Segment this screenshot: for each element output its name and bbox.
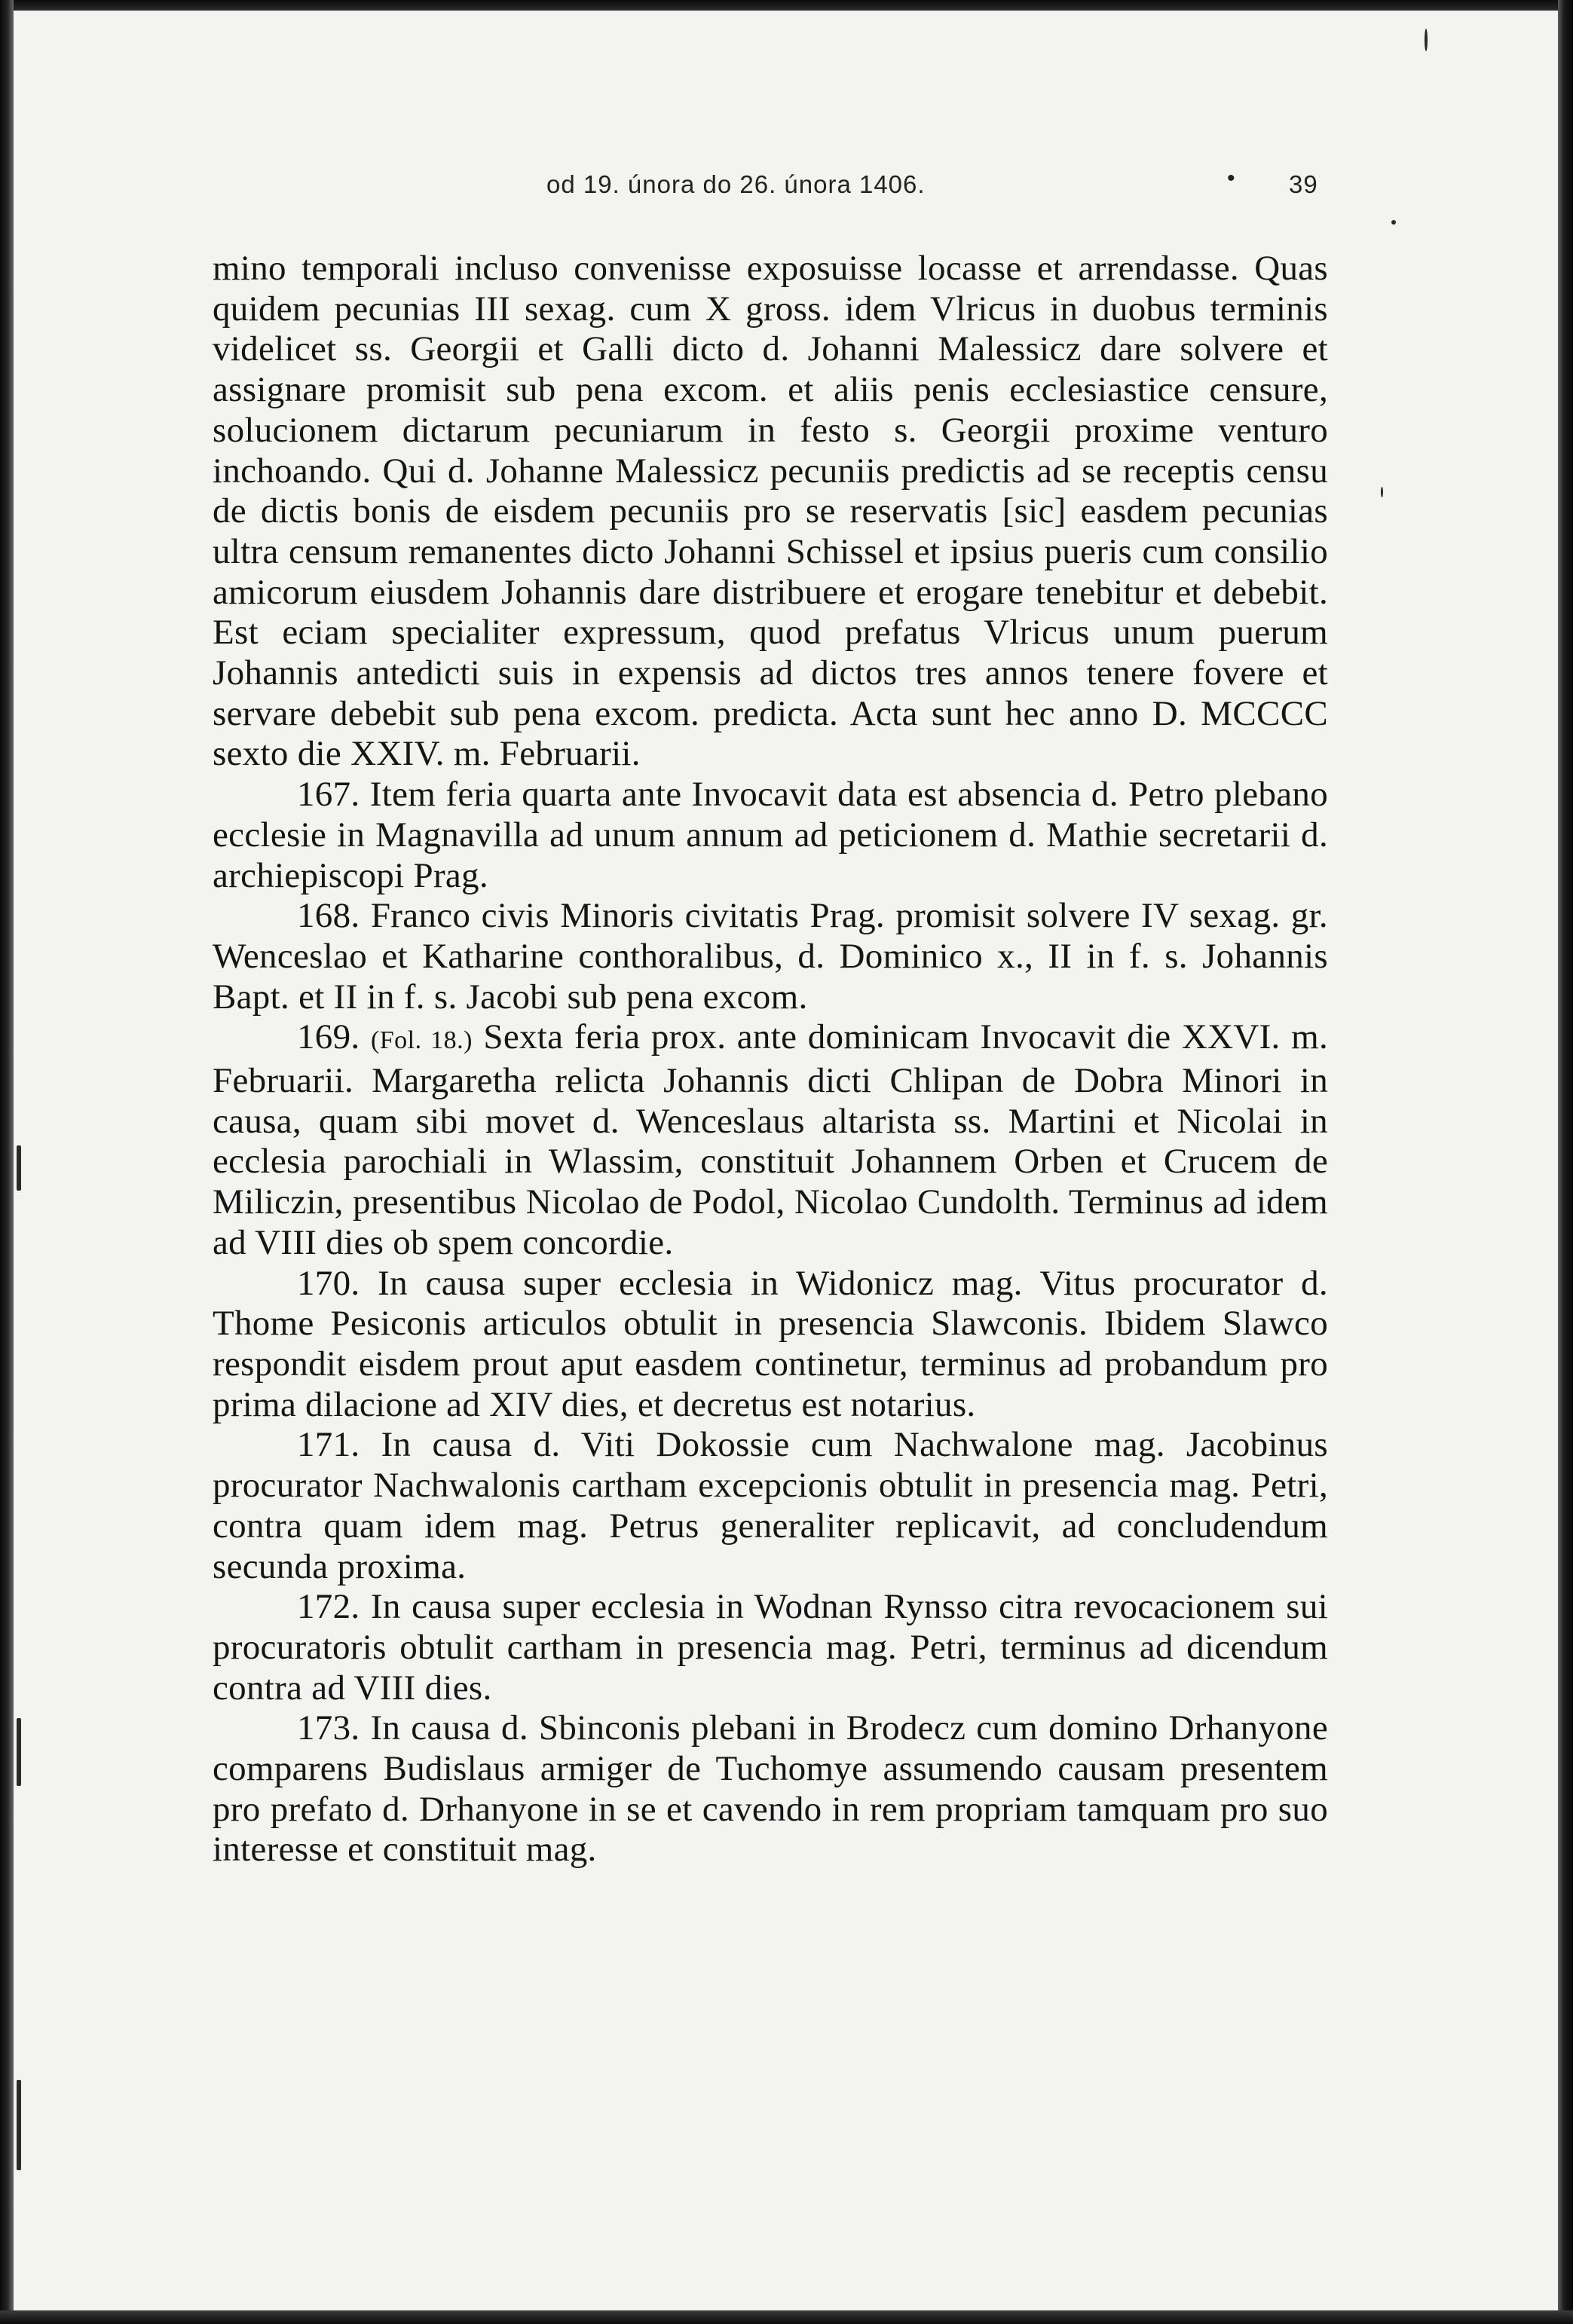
entry-172: 172. In causa super ecclesia in Wodnan Rynsso citra revocacionem sui procuratoris obtulit cartham in presencia mag. Petri, terminus ad dicendum contra ad VIII dies.	[213, 1587, 1328, 1708]
entry-169-text: Sexta feria prox. ante dominicam Invocavit die XXVI. m. Februarii. Margaretha relicta Johannis dicti Chlipan de Dobra Minori in causa, quam sibi movet d. Wenceslaus altarista ss. Martini et Nicolai in ecclesia parochiali in Wlassim, constituit Johannem Orben et Crucem de Miliczin, presentibus Nicolao de Podol, Nicolao Cundolth. Terminus ad idem ad VIII dies ob spem concordie.	[213, 1017, 1328, 1262]
body-text	[213, 249, 1328, 1870]
entry-169-number: 169.	[297, 1017, 360, 1057]
entry-171: 171. In causa d. Viti Dokossie cum Nachwalone mag. Jacobinus procurator Nachwalonis cartham excepcionis obtulit in presencia mag. Petri, contra quam idem mag. Petrus generaliter replicavit, ad concludendum secunda proxima.	[213, 1425, 1328, 1586]
opening-paragraph: mino temporali incluso convenisse exposuisse locasse et arrendasse. Quas quidem pecunias III sexag. cum X gross. idem Vlricus in duobus terminis videlicet ss. Georgii et Galli dicto d. Johanni Malessicz dare solvere et assignare promisit sub pena excom. et aliis penis ecclesiastice censure, solucionem dictarum pecuniarum in festo s. Georgii proxime venturo inchoando. Qui d. Johanne Malessicz pecuniis predictis ad se receptis censu de dictis bonis de eisdem pecuniis pro se reservatis [sic] easdem pecunias ultra censum remanentes dicto Johanni Schissel et ipsius pueris cum consilio amicorum eiusdem Johannis dare distribuere et erogare tenebitur et debebit. Est eciam specialiter expressum, quod prefatus Vlricus unum puerum Johannis antedicti suis in expensis ad dictos tres annos tenere fovere et servare debebit sub pena excom. predicta. Acta sunt hec anno D. MCCCC sexto die XXIV. m. Februarii.	[213, 249, 1328, 774]
scan-speck	[17, 2080, 21, 2170]
folio-note: (Fol. 18.)	[370, 1026, 473, 1055]
page-number: 39	[1289, 170, 1318, 198]
scan-speck	[17, 1718, 21, 1786]
running-head-title: od 19. února do 26. února 1406.	[546, 170, 926, 198]
entry-170: 170. In causa super ecclesia in Widonicz mag. Vitus procurator d. Thome Pesiconis articulos obtulit in presencia Slawconis. Ibidem Slawco respondit eisdem prout aput easdem continetur, terminus ad probandum pro prima dilacione ad XIV dies, et decretus est notarius.	[213, 1263, 1328, 1424]
entry-168: 168. Franco civis Minoris civitatis Prag. promisit solvere IV sexag. gr. Wenceslao et Katharine conthoralibus, d. Dominico x., II in f. s. Johannis Bapt. et II in f. s. Jacobi sub pena excom.	[213, 896, 1328, 1017]
entry-173: 173. In causa d. Sbinconis plebani in Brodecz cum domino Drhanyone comparens Budislaus armiger de Tuchomye assumendo causam presentem pro prefato d. Drhanyone in se et cavendo in rem propriam tamquam pro suo interesse et constituit mag.	[213, 1708, 1328, 1870]
scan-speck	[1391, 220, 1396, 225]
running-head	[528, 166, 1327, 208]
scan-speck	[1381, 487, 1383, 497]
entry-167: 167. Item feria quarta ante Invocavit data est absencia d. Petro plebano ecclesie in Magnavilla ad unum annum ad peticionem d. Mathie secretarii d. archiepiscopi Prag.	[213, 775, 1328, 895]
scan-speck	[17, 1145, 21, 1191]
scan-speck	[1425, 29, 1428, 51]
running-head-bullet: •	[1227, 166, 1236, 191]
entry-169	[213, 1017, 1328, 1263]
